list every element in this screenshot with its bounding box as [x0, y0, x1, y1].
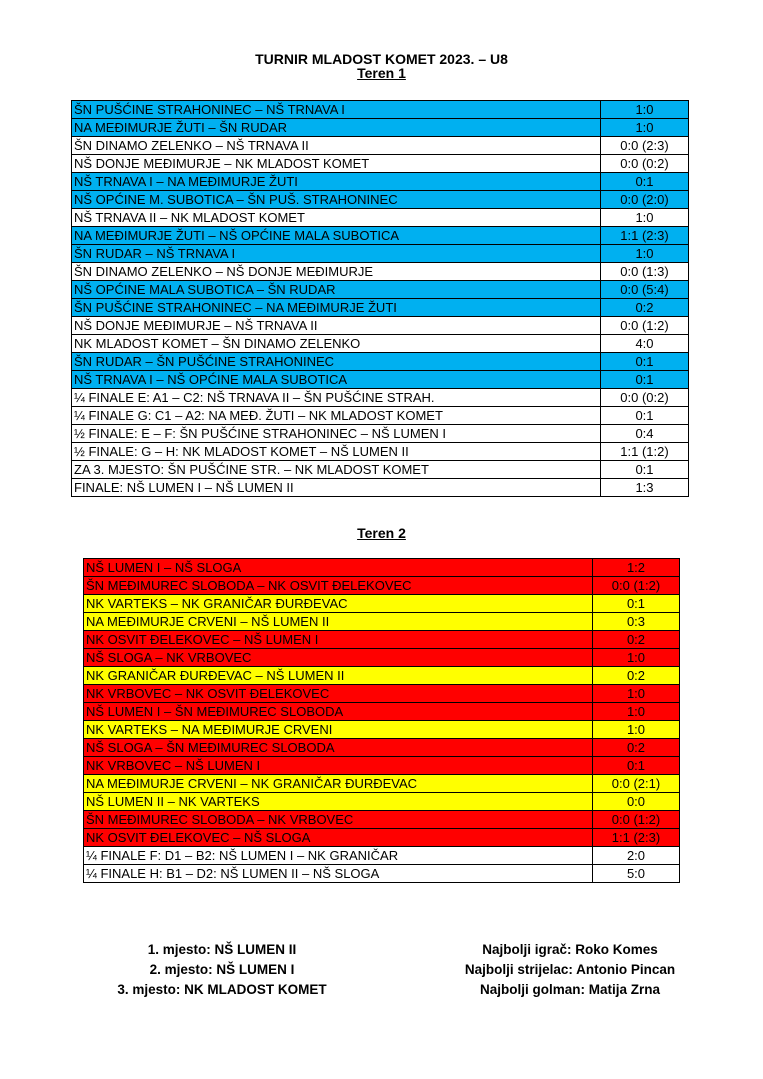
- match-row: [72, 479, 689, 497]
- best-scorer: Najbolji strijelac: Antonio Pincan: [464, 962, 676, 977]
- match-score: 0:1: [601, 353, 689, 371]
- match-teams: NK OSVIT ĐELEKOVEC – NŠ SLOGA: [84, 829, 593, 847]
- match-score: 0:1: [593, 595, 680, 613]
- match-row: [84, 631, 680, 649]
- match-row: [84, 739, 680, 757]
- match-teams: ŠN DINAMO ZELENKO – NŠ TRNAVA II: [72, 137, 601, 155]
- match-teams: NŠ TRNAVA I – NA MEĐIMURJE ŽUTI: [72, 173, 601, 191]
- match-score: 0:2: [593, 631, 680, 649]
- match-row: [72, 443, 689, 461]
- match-teams: NŠ LUMEN I – ŠN MEĐIMUREC SLOBODA: [84, 703, 593, 721]
- match-score: 5:0: [593, 865, 680, 883]
- match-row: [84, 559, 680, 577]
- match-score: 0:2: [593, 667, 680, 685]
- match-row: [84, 793, 680, 811]
- match-row: [84, 757, 680, 775]
- match-row: [72, 389, 689, 407]
- match-teams: ŠN RUDAR – NŠ TRNAVA I: [72, 245, 601, 263]
- match-score: 1:2: [593, 559, 680, 577]
- match-score: 0:0 (2:0): [601, 191, 689, 209]
- match-row: [72, 353, 689, 371]
- match-score: 0:0 (1:2): [601, 317, 689, 335]
- match-teams: NA MEĐIMURJE CRVENI – NK GRANIČAR ĐURĐEVAC: [84, 775, 593, 793]
- match-score: 0:3: [593, 613, 680, 631]
- match-score: 4:0: [601, 335, 689, 353]
- best-goalkeeper: Najbolji golman: Matija Zrna: [479, 982, 660, 997]
- individual-awards: [420, 940, 720, 1000]
- match-teams: ZA 3. MJESTO: ŠN PUŠĆINE STR. – NK MLADOST KOMET: [72, 461, 601, 479]
- match-score: 0:0 (0:2): [601, 389, 689, 407]
- match-teams: NŠ OPĆINE MALA SUBOTICA – ŠN RUDAR: [72, 281, 601, 299]
- match-score: 1:3: [601, 479, 689, 497]
- match-teams: NŠ DONJE MEĐIMURJE – NK MLADOST KOMET: [72, 155, 601, 173]
- match-row: [72, 119, 689, 137]
- match-score: 0:1: [601, 173, 689, 191]
- match-row: [72, 461, 689, 479]
- match-teams: NK MLADOST KOMET – ŠN DINAMO ZELENKO: [72, 335, 601, 353]
- teren-1-heading: Teren 1: [357, 65, 406, 81]
- match-score: 0:2: [601, 299, 689, 317]
- match-score: 0:0: [593, 793, 680, 811]
- teren-1-results-table: [71, 100, 689, 497]
- match-score: 0:0 (5:4): [601, 281, 689, 299]
- match-teams: NŠ TRNAVA II – NK MLADOST KOMET: [72, 209, 601, 227]
- teren-2-rows: [84, 559, 680, 883]
- match-row: [84, 847, 680, 865]
- match-teams: ŠN PUŠĆINE STRAHONINEC – NŠ TRNAVA I: [72, 101, 601, 119]
- match-row: [84, 667, 680, 685]
- final-standings: [92, 940, 352, 1000]
- match-row: [84, 829, 680, 847]
- match-teams: NK VARTEKS – NK GRANIČAR ĐURĐEVAC: [84, 595, 593, 613]
- match-row: [72, 335, 689, 353]
- match-score: 0:1: [601, 371, 689, 389]
- match-row: [84, 577, 680, 595]
- match-teams: NŠ LUMEN II – NK VARTEKS: [84, 793, 593, 811]
- match-row: [72, 425, 689, 443]
- match-row: [72, 173, 689, 191]
- match-score: 1:0: [593, 649, 680, 667]
- match-teams: NŠ TRNAVA I – NŠ OPĆINE MALA SUBOTICA: [72, 371, 601, 389]
- place-3: 3. mjesto: NK MLADOST KOMET: [117, 982, 327, 997]
- match-row: [72, 407, 689, 425]
- match-teams: NK VRBOVEC – NŠ LUMEN I: [84, 757, 593, 775]
- match-row: [72, 317, 689, 335]
- teren-2-results-table: [83, 558, 680, 883]
- match-score: 1:0: [593, 703, 680, 721]
- match-teams: ŠN MEĐIMUREC SLOBODA – NK OSVIT ĐELEKOVEC: [84, 577, 593, 595]
- match-row: [84, 685, 680, 703]
- match-row: [72, 281, 689, 299]
- match-score: 0:1: [601, 407, 689, 425]
- match-score: 1:0: [601, 101, 689, 119]
- match-score: 1:1 (2:3): [601, 227, 689, 245]
- match-row: [72, 227, 689, 245]
- match-score: 2:0: [593, 847, 680, 865]
- match-score: 0:0 (1:2): [593, 811, 680, 829]
- match-teams: ¼ FINALE F: D1 – B2: NŠ LUMEN I – NK GRANIČAR: [84, 847, 593, 865]
- match-score: 0:0 (0:2): [601, 155, 689, 173]
- match-score: 0:0 (1:2): [593, 577, 680, 595]
- match-teams: NŠ SLOGA – NK VRBOVEC: [84, 649, 593, 667]
- match-teams: ½ FINALE: E – F: ŠN PUŠĆINE STRAHONINEC – NŠ LUMEN I: [72, 425, 601, 443]
- match-teams: NK VARTEKS – NA MEĐIMURJE CRVENI: [84, 721, 593, 739]
- best-player: Najbolji igrač: Roko Komes: [482, 942, 658, 957]
- match-teams: ŠN DINAMO ZELENKO – NŠ DONJE MEĐIMURJE: [72, 263, 601, 281]
- place-1: 1. mjesto: NŠ LUMEN II: [147, 942, 297, 957]
- match-score: 0:4: [601, 425, 689, 443]
- match-teams: NŠ OPĆINE M. SUBOTICA – ŠN PUŠ. STRAHONINEC: [72, 191, 601, 209]
- match-score: 0:2: [593, 739, 680, 757]
- match-row: [72, 245, 689, 263]
- match-teams: ½ FINALE: G – H: NK MLADOST KOMET – NŠ LUMEN II: [72, 443, 601, 461]
- match-score: 0:1: [593, 757, 680, 775]
- match-row: [72, 155, 689, 173]
- teren-2-heading: Teren 2: [357, 525, 406, 541]
- match-row: [84, 775, 680, 793]
- match-teams: NA MEĐIMURJE ŽUTI – NŠ OPĆINE MALA SUBOTICA: [72, 227, 601, 245]
- place-2: 2. mjesto: NŠ LUMEN I: [149, 962, 295, 977]
- match-row: [72, 209, 689, 227]
- teren-1-rows: [72, 101, 689, 497]
- match-row: [84, 595, 680, 613]
- match-row: [84, 811, 680, 829]
- match-teams: NŠ DONJE MEĐIMURJE – NŠ TRNAVA II: [72, 317, 601, 335]
- match-score: 1:0: [593, 721, 680, 739]
- match-row: [84, 703, 680, 721]
- match-score: 0:0 (1:3): [601, 263, 689, 281]
- match-row: [72, 263, 689, 281]
- match-score: 0:1: [601, 461, 689, 479]
- match-row: [72, 371, 689, 389]
- match-row: [84, 721, 680, 739]
- match-score: 1:1 (2:3): [593, 829, 680, 847]
- match-score: 1:0: [601, 119, 689, 137]
- match-teams: ŠN MEĐIMUREC SLOBODA – NK VRBOVEC: [84, 811, 593, 829]
- match-row: [84, 865, 680, 883]
- match-score: 1:1 (1:2): [601, 443, 689, 461]
- match-teams: NA MEĐIMURJE ŽUTI – ŠN RUDAR: [72, 119, 601, 137]
- match-teams: NK OSVIT ĐELEKOVEC – NŠ LUMEN I: [84, 631, 593, 649]
- match-score: 1:0: [601, 209, 689, 227]
- match-score: 1:0: [601, 245, 689, 263]
- match-row: [72, 137, 689, 155]
- match-teams: NK GRANIČAR ĐURĐEVAC – NŠ LUMEN II: [84, 667, 593, 685]
- match-teams: ŠN RUDAR – ŠN PUŠĆINE STRAHONINEC: [72, 353, 601, 371]
- match-score: 0:0 (2:1): [593, 775, 680, 793]
- match-teams: NŠ LUMEN I – NŠ SLOGA: [84, 559, 593, 577]
- match-teams: NK VRBOVEC – NK OSVIT ĐELEKOVEC: [84, 685, 593, 703]
- match-row: [84, 613, 680, 631]
- match-teams: ¼ FINALE E: A1 – C2: NŠ TRNAVA II – ŠN PUŠĆINE STRAH.: [72, 389, 601, 407]
- match-score: 1:0: [593, 685, 680, 703]
- match-teams: ¼ FINALE H: B1 – D2: NŠ LUMEN II – NŠ SLOGA: [84, 865, 593, 883]
- match-teams: ŠN PUŠĆINE STRAHONINEC – NA MEĐIMURJE ŽUTI: [72, 299, 601, 317]
- match-teams: NA MEĐIMURJE CRVENI – NŠ LUMEN II: [84, 613, 593, 631]
- match-row: [72, 101, 689, 119]
- match-row: [72, 299, 689, 317]
- document-title: TURNIR MLADOST KOMET 2023. – U8: [255, 51, 508, 67]
- match-score: 0:0 (2:3): [601, 137, 689, 155]
- match-teams: NŠ SLOGA – ŠN MEĐIMUREC SLOBODA: [84, 739, 593, 757]
- match-row: [84, 649, 680, 667]
- match-teams: ¼ FINALE G: C1 – A2: NA MEĐ. ŽUTI – NK MLADOST KOMET: [72, 407, 601, 425]
- match-teams: FINALE: NŠ LUMEN I – NŠ LUMEN II: [72, 479, 601, 497]
- match-row: [72, 191, 689, 209]
